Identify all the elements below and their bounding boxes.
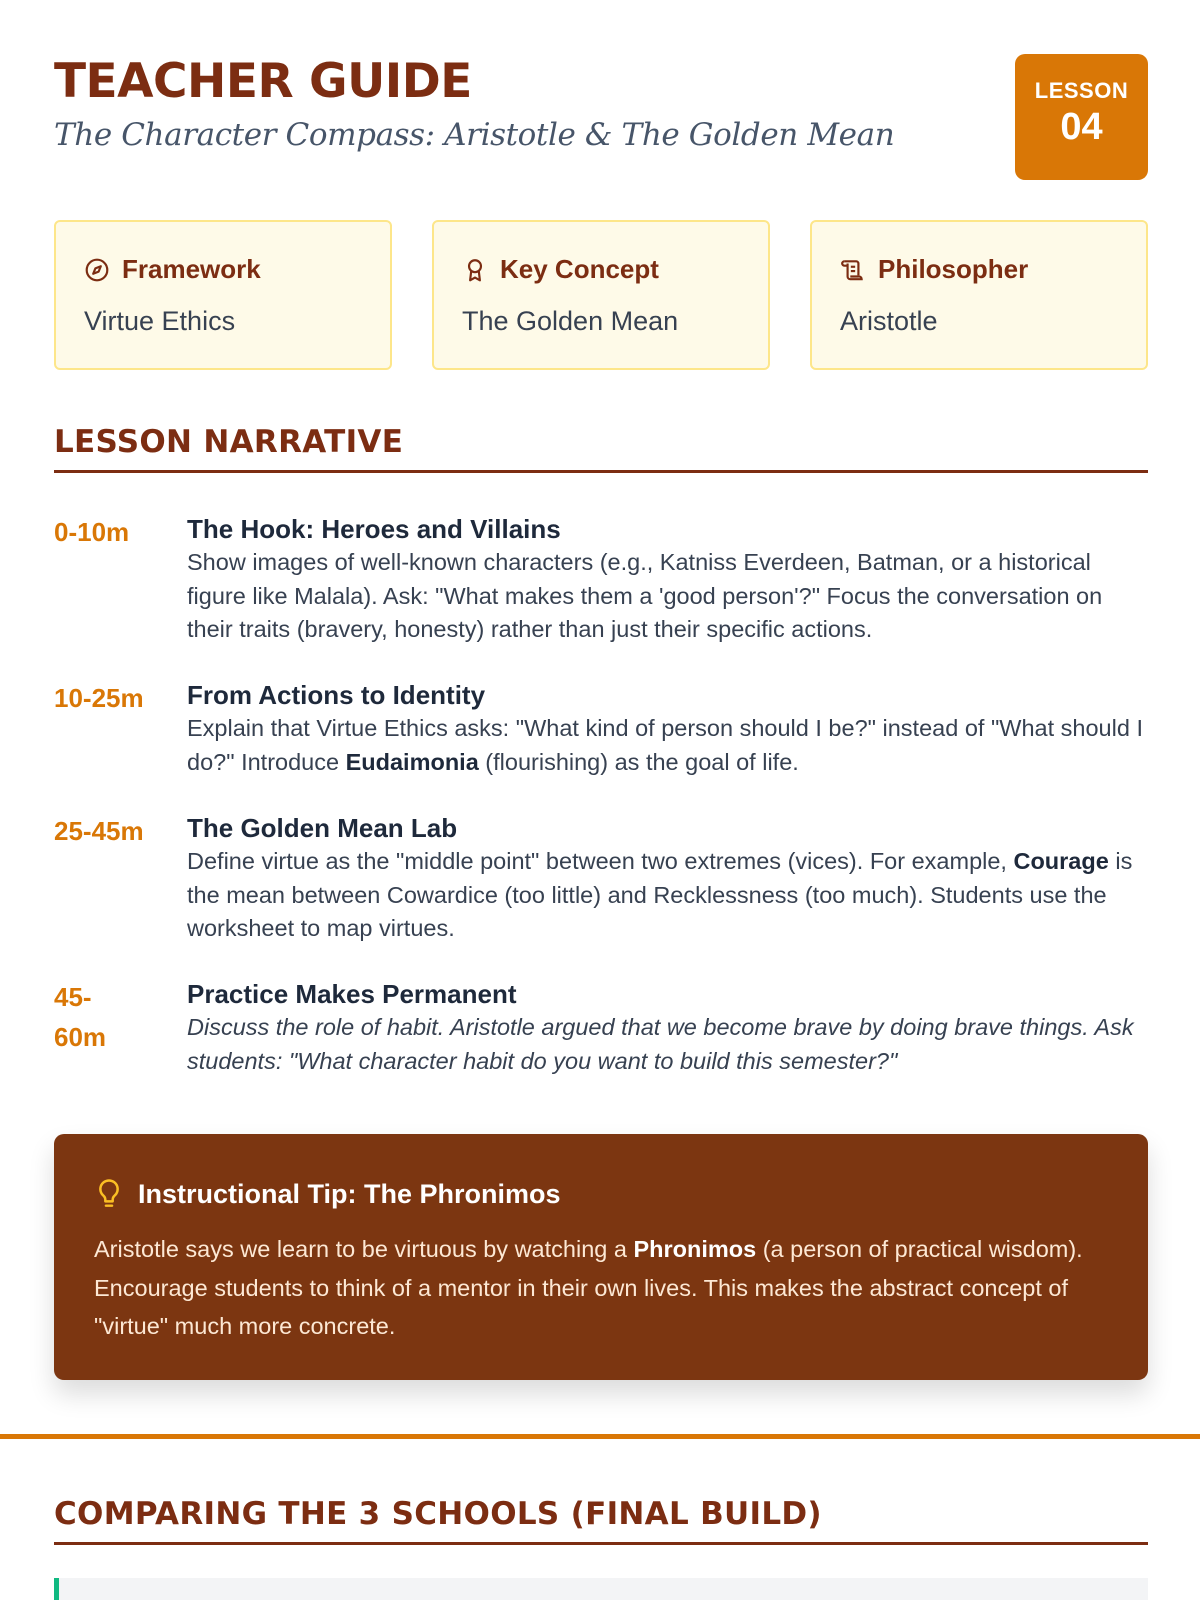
tip-title: Instructional Tip: The Phronimos	[138, 1178, 561, 1209]
section-divider	[0, 1434, 1200, 1439]
comparison-row-start	[54, 1578, 1148, 1600]
info-cards	[54, 220, 1148, 370]
timeline-title: Practice Makes Permanent	[187, 979, 517, 1009]
card-header	[840, 254, 1028, 285]
timeline-time: 0-10m	[54, 517, 130, 547]
timeline-time-line: 45-	[54, 982, 92, 1012]
timeline-text: Show images of well-known characters (e.g., Katniss Everdeen, Batman, or a historical figure like Malala). Ask: "What makes them a 'good person'?" Focus the conversation on their traits (bravery, honesty) rather than just their specific actions.	[187, 549, 1103, 642]
text-segment: is the mean between Cowardice (too little) and Recklessness (too much). Students use the worksheet to map virtues.	[187, 848, 1133, 941]
page-subtitle: The Character Compass: Aristotle & The Golden Mean	[54, 117, 895, 153]
text-emphasis: Eudaimonia	[345, 748, 479, 775]
card-title: Philosopher	[878, 254, 1029, 284]
lesson-narrative-heading	[54, 424, 1148, 473]
section-title: COMPARING THE 3 SCHOOLS (FINAL BUILD)	[54, 1496, 822, 1532]
page-title: TEACHER GUIDE	[54, 54, 472, 109]
timeline-time	[54, 977, 174, 1057]
card-value: The Golden Mean	[462, 306, 679, 336]
card-header	[84, 254, 261, 285]
timeline-time-line: 60m	[54, 1022, 107, 1052]
text-segment: Explain that Virtue Ethics asks: "What kind of person should I be?" instead of "What should I do?" Introduce	[187, 715, 1143, 775]
card-value: Virtue Ethics	[84, 306, 236, 336]
lightbulb-icon	[94, 1178, 124, 1210]
section-title: LESSON NARRATIVE	[54, 424, 404, 460]
award-icon	[462, 257, 488, 283]
text-emphasis: Courage	[1013, 848, 1109, 874]
timeline-text: Discuss the role of habit. Aristotle argued that we become brave by doing brave things. Ask students: "What character habit do you want to build this semester?"	[187, 1014, 1134, 1074]
text-segment: Define virtue as the "middle point" between two extremes (vices). For example,	[187, 848, 1014, 874]
timeline-title: The Hook: Heroes and Villains	[187, 514, 561, 544]
timeline-title: From Actions to Identity	[187, 680, 486, 710]
instructional-tip	[54, 1134, 1148, 1380]
compass-icon	[84, 257, 110, 283]
timeline-time: 25-45m	[54, 816, 144, 846]
card-title: Key Concept	[500, 254, 659, 284]
lesson-badge	[1015, 54, 1148, 180]
comparison-heading	[54, 1496, 1148, 1545]
tip-text	[94, 1230, 1094, 1346]
tip-header	[94, 1178, 561, 1210]
page-header	[54, 54, 1148, 184]
timeline-body	[187, 678, 1148, 779]
lesson-label: LESSON	[1034, 78, 1129, 103]
lesson-number: 04	[1060, 106, 1103, 148]
timeline-title: The Golden Mean Lab	[187, 813, 458, 843]
scroll-icon	[840, 257, 866, 283]
card-key-concept	[432, 220, 770, 370]
text-segment: Aristotle says we learn to be virtuous by watching a	[94, 1236, 634, 1262]
card-header	[462, 254, 659, 285]
text-segment: (a person of practical wisdom). Encourage students to think of a mentor in their own lives. This makes the abstract concept of "virtue" much more concrete.	[94, 1236, 1083, 1339]
card-title: Framework	[122, 254, 261, 284]
timeline-body	[187, 811, 1148, 946]
timeline-body	[187, 977, 1148, 1078]
card-framework	[54, 220, 392, 370]
card-value: Aristotle	[840, 306, 938, 336]
card-philosopher	[810, 220, 1148, 370]
text-segment: (flourishing) as the goal of life.	[478, 748, 799, 775]
timeline-text	[187, 845, 1148, 946]
timeline-text	[187, 712, 1148, 779]
timeline-time: 10-25m	[54, 683, 144, 713]
text-emphasis: Phronimos	[633, 1236, 757, 1262]
timeline-body	[187, 512, 1148, 647]
